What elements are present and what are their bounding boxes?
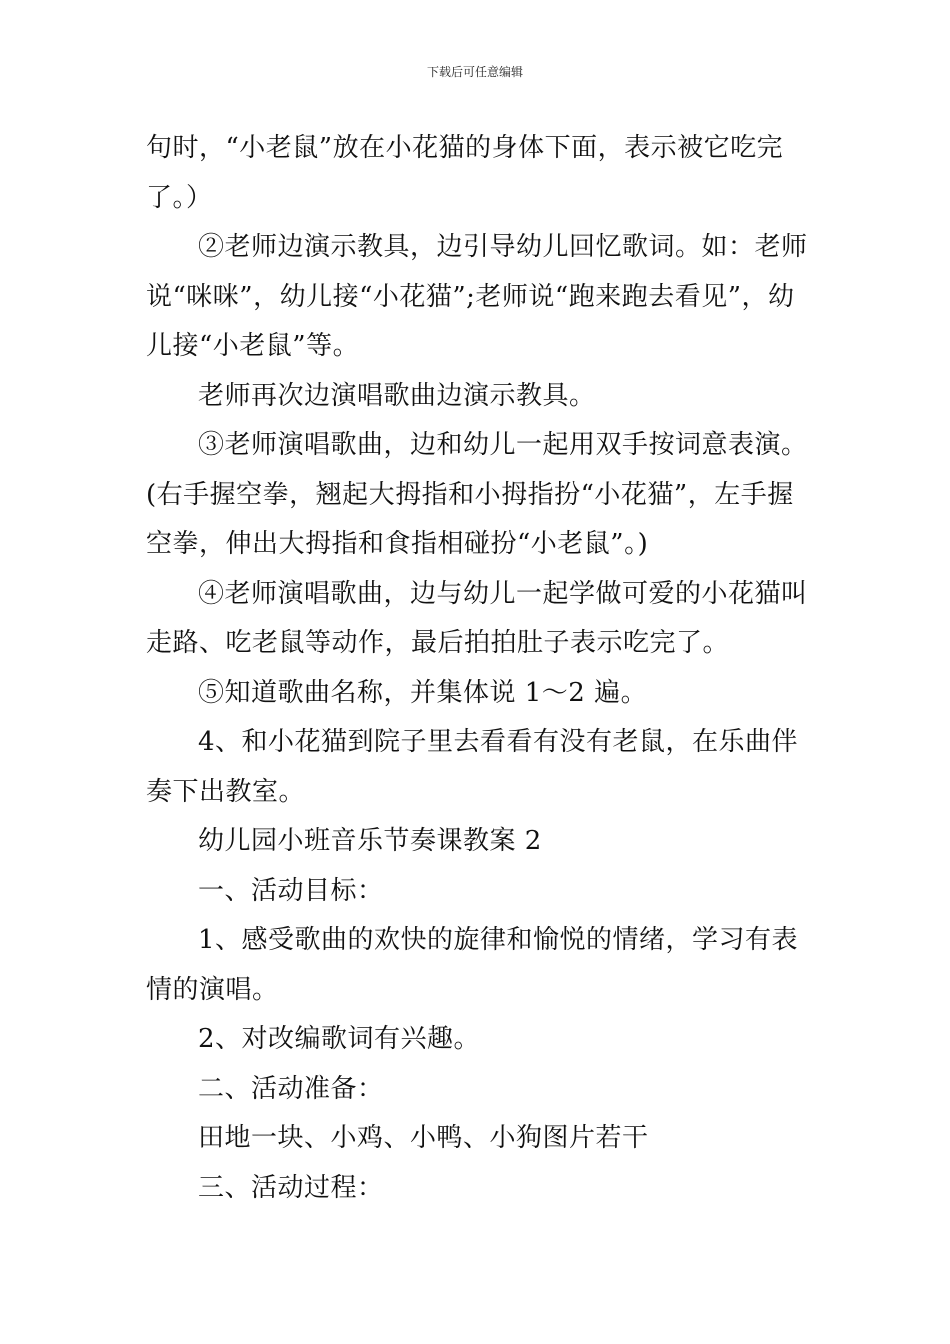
- paragraph: ②老师边演示教具，边引导幼儿回忆歌词。如：老师说“咪咪”，幼儿接“小花猫”;老师说“跑来跑去看见”，幼儿接“小老鼠”等。: [146, 232, 808, 361]
- paragraph: 田地一块、小鸡、小鸭、小狗图片若干: [198, 1123, 649, 1153]
- paragraph: 2、对改编歌词有兴趣。: [198, 1024, 481, 1054]
- paragraph: ④老师演唱歌曲，边与幼儿一起学做可爱的小花猫叫走路、吃老鼠等动作，最后拍拍肚子表示吃完了。: [146, 578, 808, 658]
- section-heading: 三、活动过程：: [198, 1172, 384, 1203]
- paragraph: 老师再次边演唱歌曲边演示教具。: [198, 380, 596, 411]
- paragraph: (右手握空拳，翘起大拇指和小拇指扮“小花猫”，左手握空拳，伸出大拇指和食指相碰扮“小老鼠”。): [146, 479, 794, 559]
- page-header: 下载后可任意编辑: [426, 65, 523, 79]
- paragraph: ③老师演唱歌曲，边和幼儿一起用双手按词意表演。: [198, 430, 808, 460]
- paragraph: 1、感受歌曲的欢快的旋律和愉悦的情绪，学习有表情的演唱。: [146, 925, 799, 1005]
- paragraph: 句时，“小老鼠”放在小花猫的身体下面，表示被它吃完了。）: [146, 133, 784, 213]
- section-heading: 二、活动准备：: [198, 1073, 384, 1104]
- section-heading: 一、活动目标：: [198, 875, 384, 906]
- paragraph: 4、和小花猫到院子里去看看有没有老鼠，在乐曲伴奏下出教室。: [146, 727, 799, 807]
- paragraph: ⑤知道歌曲名称，并集体说 1～2 遍。: [198, 677, 648, 708]
- document-body: [146, 124, 810, 1213]
- section-title: 幼儿园小班音乐节奏课教案 2: [198, 826, 542, 856]
